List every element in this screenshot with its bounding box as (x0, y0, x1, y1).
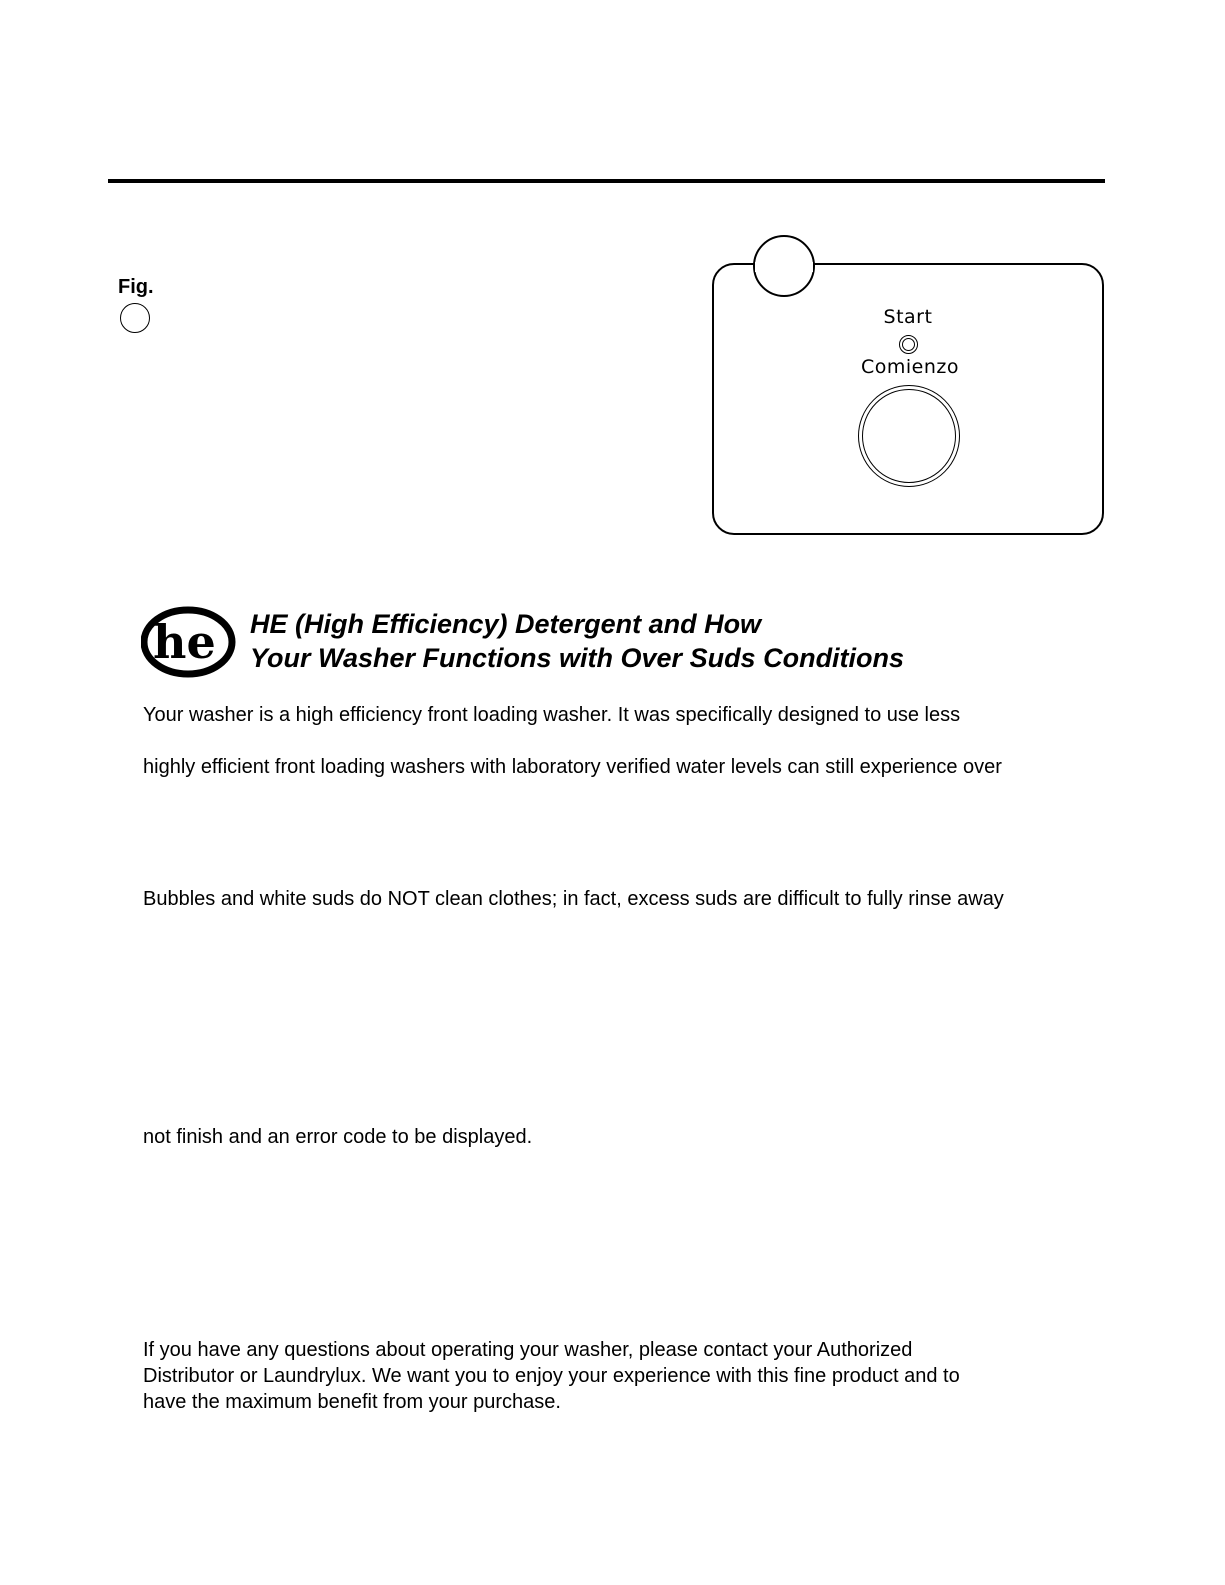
body-line-1: Your washer is a high efficiency front loading washer. It was specifically designed to use less (143, 704, 961, 726)
contact-line-3: have the maximum benefit from your purchase. (143, 1391, 561, 1413)
svg-text:he: he (153, 615, 216, 669)
start-button-illustration (858, 385, 960, 487)
contact-paragraph (143, 1337, 960, 1415)
body-line-3: Bubbles and white suds do NOT clean clothes; in fact, excess suds are difficult to fully rinse away (143, 888, 1004, 910)
section-heading (250, 607, 904, 675)
he-logo-icon (141, 606, 239, 678)
start-indicator-light (899, 335, 918, 354)
figure-number-circle (120, 303, 150, 333)
body-line-2: highly efficient front loading washers with laboratory verified water levels can still experience over (143, 756, 1002, 778)
comienzo-label: Comienzo (860, 356, 959, 378)
header-rule (108, 179, 1105, 183)
figure-label: Fig. (118, 276, 154, 298)
contact-line-2: Distributor or Laundrylux. We want you to enjoy your experience with this fine product and to (143, 1365, 960, 1387)
body-line-4: not finish and an error code to be displayed. (143, 1126, 533, 1148)
heading-line-2: Your Washer Functions with Over Suds Conditions (250, 643, 905, 673)
heading-line-1: HE (High Efficiency) Detergent and How (250, 609, 762, 639)
contact-line-1: If you have any questions about operating your washer, please contact your Authorized (143, 1339, 913, 1361)
start-label: Start (883, 306, 933, 328)
